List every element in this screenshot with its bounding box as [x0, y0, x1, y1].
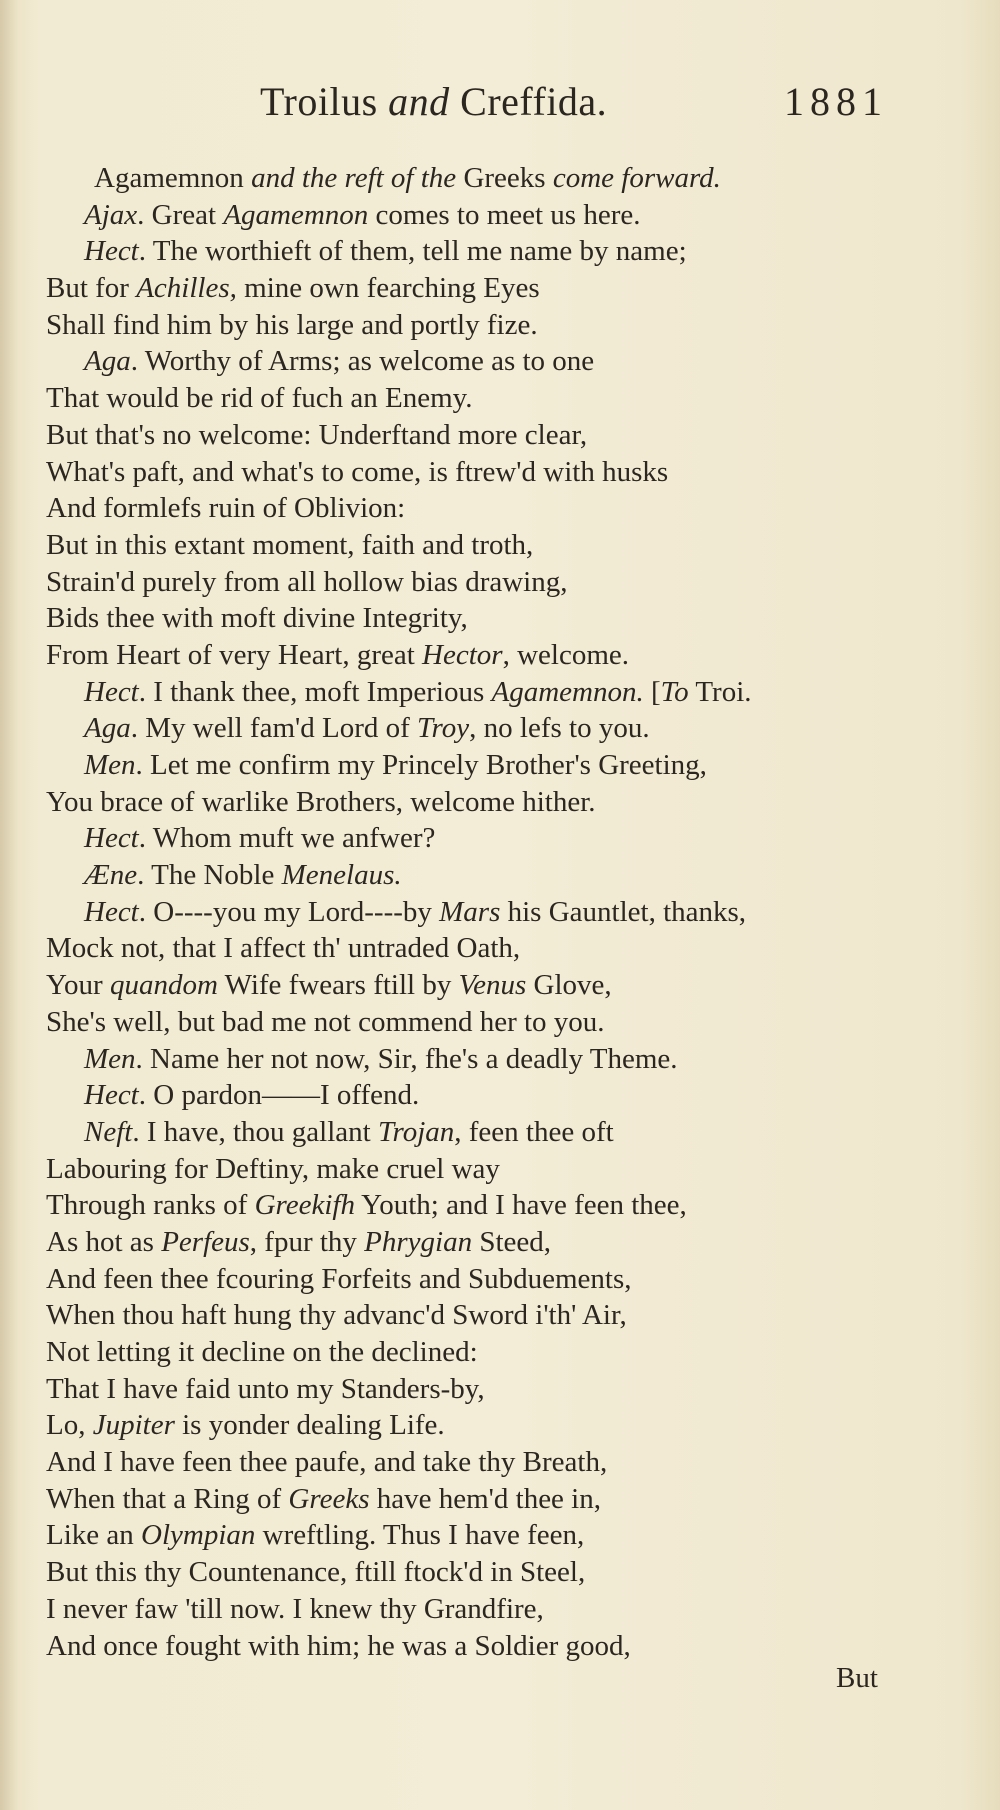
roman-text: Like an	[46, 1519, 142, 1552]
text-line	[46, 784, 926, 821]
text-line	[46, 894, 926, 931]
italic-text: Hector	[422, 638, 503, 671]
text-line	[46, 1628, 926, 1665]
roman-text: Wife fwears ftill by	[217, 969, 459, 1002]
roman-text: . Let me confirm my Princely Brother's Greeting,	[135, 749, 707, 781]
text-line	[46, 1591, 926, 1628]
roman-text: . I thank thee, moft Imperious	[138, 675, 492, 708]
roman-text: is yonder dealing Life.	[174, 1409, 445, 1442]
text-line	[46, 454, 926, 491]
text-line	[46, 637, 926, 674]
roman-text: Agamemnon	[94, 162, 252, 194]
text-line	[46, 1407, 926, 1444]
roman-text: , feen thee oft	[454, 1115, 614, 1148]
text-line	[46, 1517, 926, 1554]
italic-text: come forward.	[552, 162, 721, 194]
italic-text: Mars	[439, 895, 501, 928]
text-line	[46, 1371, 926, 1408]
italic-text: Hect	[84, 675, 139, 708]
roman-text: When that a Ring of	[46, 1482, 289, 1515]
roman-text: have hem'd thee in,	[369, 1482, 601, 1515]
text-line	[46, 307, 926, 344]
italic-text: Hect	[84, 895, 139, 928]
roman-text: . Great	[137, 198, 224, 231]
text-line	[46, 527, 926, 564]
italic-text: quandom	[109, 969, 218, 1002]
page-header	[0, 78, 1000, 138]
roman-text: Mock not, that I affect th' untraded Oath,	[46, 932, 521, 965]
italic-text: Men	[84, 749, 136, 781]
roman-text: comes to meet us here.	[368, 198, 641, 231]
italic-text: Aga	[84, 345, 131, 378]
roman-text: . O----you my Lord----by	[138, 895, 440, 928]
text-line	[46, 1187, 926, 1224]
text-line	[46, 1077, 926, 1114]
text-line	[46, 1334, 926, 1371]
page-number: 1881	[784, 79, 888, 124]
roman-text: , fpur thy	[249, 1225, 365, 1258]
roman-text: [	[643, 675, 661, 708]
roman-text: . Name her not now, Sir, fhe's a deadly Theme.	[135, 1042, 678, 1075]
text-line	[46, 674, 926, 711]
text-line	[46, 1004, 926, 1041]
roman-text: . Whom muft we anfwer?	[138, 822, 436, 855]
roman-text: She's well, but bad me not commend her to you.	[46, 1005, 605, 1038]
roman-text: Steed,	[472, 1225, 552, 1258]
italic-text: Neft	[84, 1115, 133, 1148]
text-line	[46, 1224, 926, 1261]
roman-text: Your	[46, 969, 110, 1002]
text-line	[46, 1114, 926, 1151]
text-line	[46, 564, 926, 601]
roman-text: . O pardon——I offend.	[138, 1079, 420, 1112]
roman-text: When thou haft hung thy advanc'd Sword i'th' Air,	[46, 1299, 627, 1332]
roman-text: Troi.	[688, 675, 752, 708]
roman-text: Strain'd purely from all hollow bias drawing,	[46, 565, 568, 598]
roman-text: . Worthy of Arms; as welcome as to one	[130, 345, 595, 378]
roman-text: And feen thee fcouring Forfeits and Subduements,	[46, 1262, 632, 1295]
text-line	[46, 343, 926, 380]
roman-text: Shall find him by his large and portly fize.	[46, 308, 538, 341]
roman-text: But for	[46, 272, 137, 305]
roman-text: Through ranks of	[46, 1189, 255, 1222]
roman-text: And I have feen thee paufe, and take thy Breath,	[46, 1446, 608, 1479]
roman-text: Lo,	[46, 1409, 93, 1442]
text-line	[46, 1554, 926, 1591]
roman-text: Labouring for Deftiny, make cruel way	[46, 1152, 500, 1185]
italic-text: Ajax	[84, 198, 138, 231]
italic-text: Olympian	[141, 1519, 256, 1552]
italic-text: Achilles,	[136, 272, 237, 305]
italic-text: Phrygian	[364, 1225, 473, 1258]
roman-text: Youth; and I have feen thee,	[354, 1189, 687, 1222]
running-title-part-3: Creffida.	[449, 79, 608, 124]
text-line	[46, 820, 926, 857]
italic-text: Hect	[84, 235, 139, 268]
text-line	[46, 417, 926, 454]
italic-text: Greekifh	[254, 1189, 355, 1222]
roman-text: But this thy Countenance, ftill ftock'd in Steel,	[46, 1556, 586, 1589]
running-title-part-2: and	[388, 79, 450, 124]
text-line	[46, 930, 926, 967]
roman-text: Greeks	[463, 162, 553, 194]
italic-text: Æne	[84, 859, 138, 892]
italic-text: Aga	[84, 712, 131, 745]
italic-text: Trojan	[377, 1115, 455, 1148]
italic-text: Hect	[84, 822, 139, 855]
text-line	[46, 270, 926, 307]
roman-text: But that's no welcome: Underftand more clear,	[46, 418, 588, 451]
roman-text: . The worthieft of them, tell me name by name;	[138, 235, 687, 268]
text-line	[46, 490, 926, 527]
roman-text: , welcome.	[502, 638, 629, 671]
text-line	[46, 160, 926, 197]
roman-text: That I have faid unto my Standers-by,	[46, 1372, 485, 1405]
text-line	[46, 1041, 926, 1078]
text-line	[46, 747, 926, 784]
roman-text: . The Noble	[137, 859, 282, 892]
roman-text: From Heart of very Heart, great	[46, 638, 423, 671]
text-line	[46, 380, 926, 417]
italic-text: and the reft of the	[251, 162, 464, 194]
roman-text: But in this extant moment, faith and troth,	[46, 528, 534, 561]
roman-text: You brace of warlike Brothers, welcome hither.	[46, 785, 596, 818]
roman-text: mine own fearching Eyes	[236, 272, 540, 305]
italic-text: Agamemnon	[223, 198, 369, 231]
text-line	[46, 710, 926, 747]
italic-text: Hect	[84, 1079, 139, 1112]
italic-text: Troy	[417, 712, 470, 745]
roman-text: That would be rid of fuch an Enemy.	[46, 382, 473, 415]
text-line	[46, 197, 926, 234]
running-title	[260, 78, 607, 125]
text-line	[46, 967, 926, 1004]
text-line	[46, 1444, 926, 1481]
italic-text: Greeks	[288, 1482, 370, 1515]
italic-text: Jupiter	[92, 1409, 175, 1442]
roman-text: . I have, thou gallant	[132, 1115, 378, 1148]
italic-text: Venus	[458, 969, 527, 1002]
running-title-part-1: Troilus	[260, 79, 389, 124]
roman-text: Glove,	[526, 969, 612, 1002]
text-line	[46, 233, 926, 270]
text-line	[46, 1481, 926, 1518]
text-line	[46, 600, 926, 637]
italic-text: Men	[84, 1042, 136, 1075]
roman-text: Not letting it decline on the declined:	[46, 1336, 478, 1368]
text-line	[46, 1151, 926, 1188]
italic-text: Perfeus	[161, 1225, 250, 1258]
roman-text: Bids thee with moft divine Integrity,	[46, 602, 468, 635]
roman-text: , no lefs to you.	[469, 712, 650, 745]
text-line	[46, 1261, 926, 1298]
catchword: But	[836, 1662, 878, 1694]
roman-text: I never faw 'till now. I knew thy Grandfire,	[46, 1592, 544, 1625]
roman-text: What's paft, and what's to come, is ftrew'd with husks	[46, 455, 669, 488]
text-line	[46, 1297, 926, 1334]
roman-text: . My well fam'd Lord of	[130, 712, 418, 745]
roman-text: his Gauntlet, thanks,	[500, 895, 747, 928]
roman-text: wreftling. Thus I have feen,	[255, 1519, 585, 1552]
play-text	[46, 160, 926, 1664]
gutter-shadow	[0, 0, 18, 1810]
roman-text: And formlefs ruin of Oblivion:	[46, 492, 406, 525]
roman-text: And once fought with him; he was a Soldier good,	[46, 1629, 631, 1662]
roman-text: As hot as	[46, 1225, 162, 1258]
italic-text: Agamemnon.	[491, 675, 644, 708]
italic-text: Menelaus.	[281, 859, 402, 892]
text-line	[46, 857, 926, 894]
italic-text: To	[660, 675, 689, 708]
